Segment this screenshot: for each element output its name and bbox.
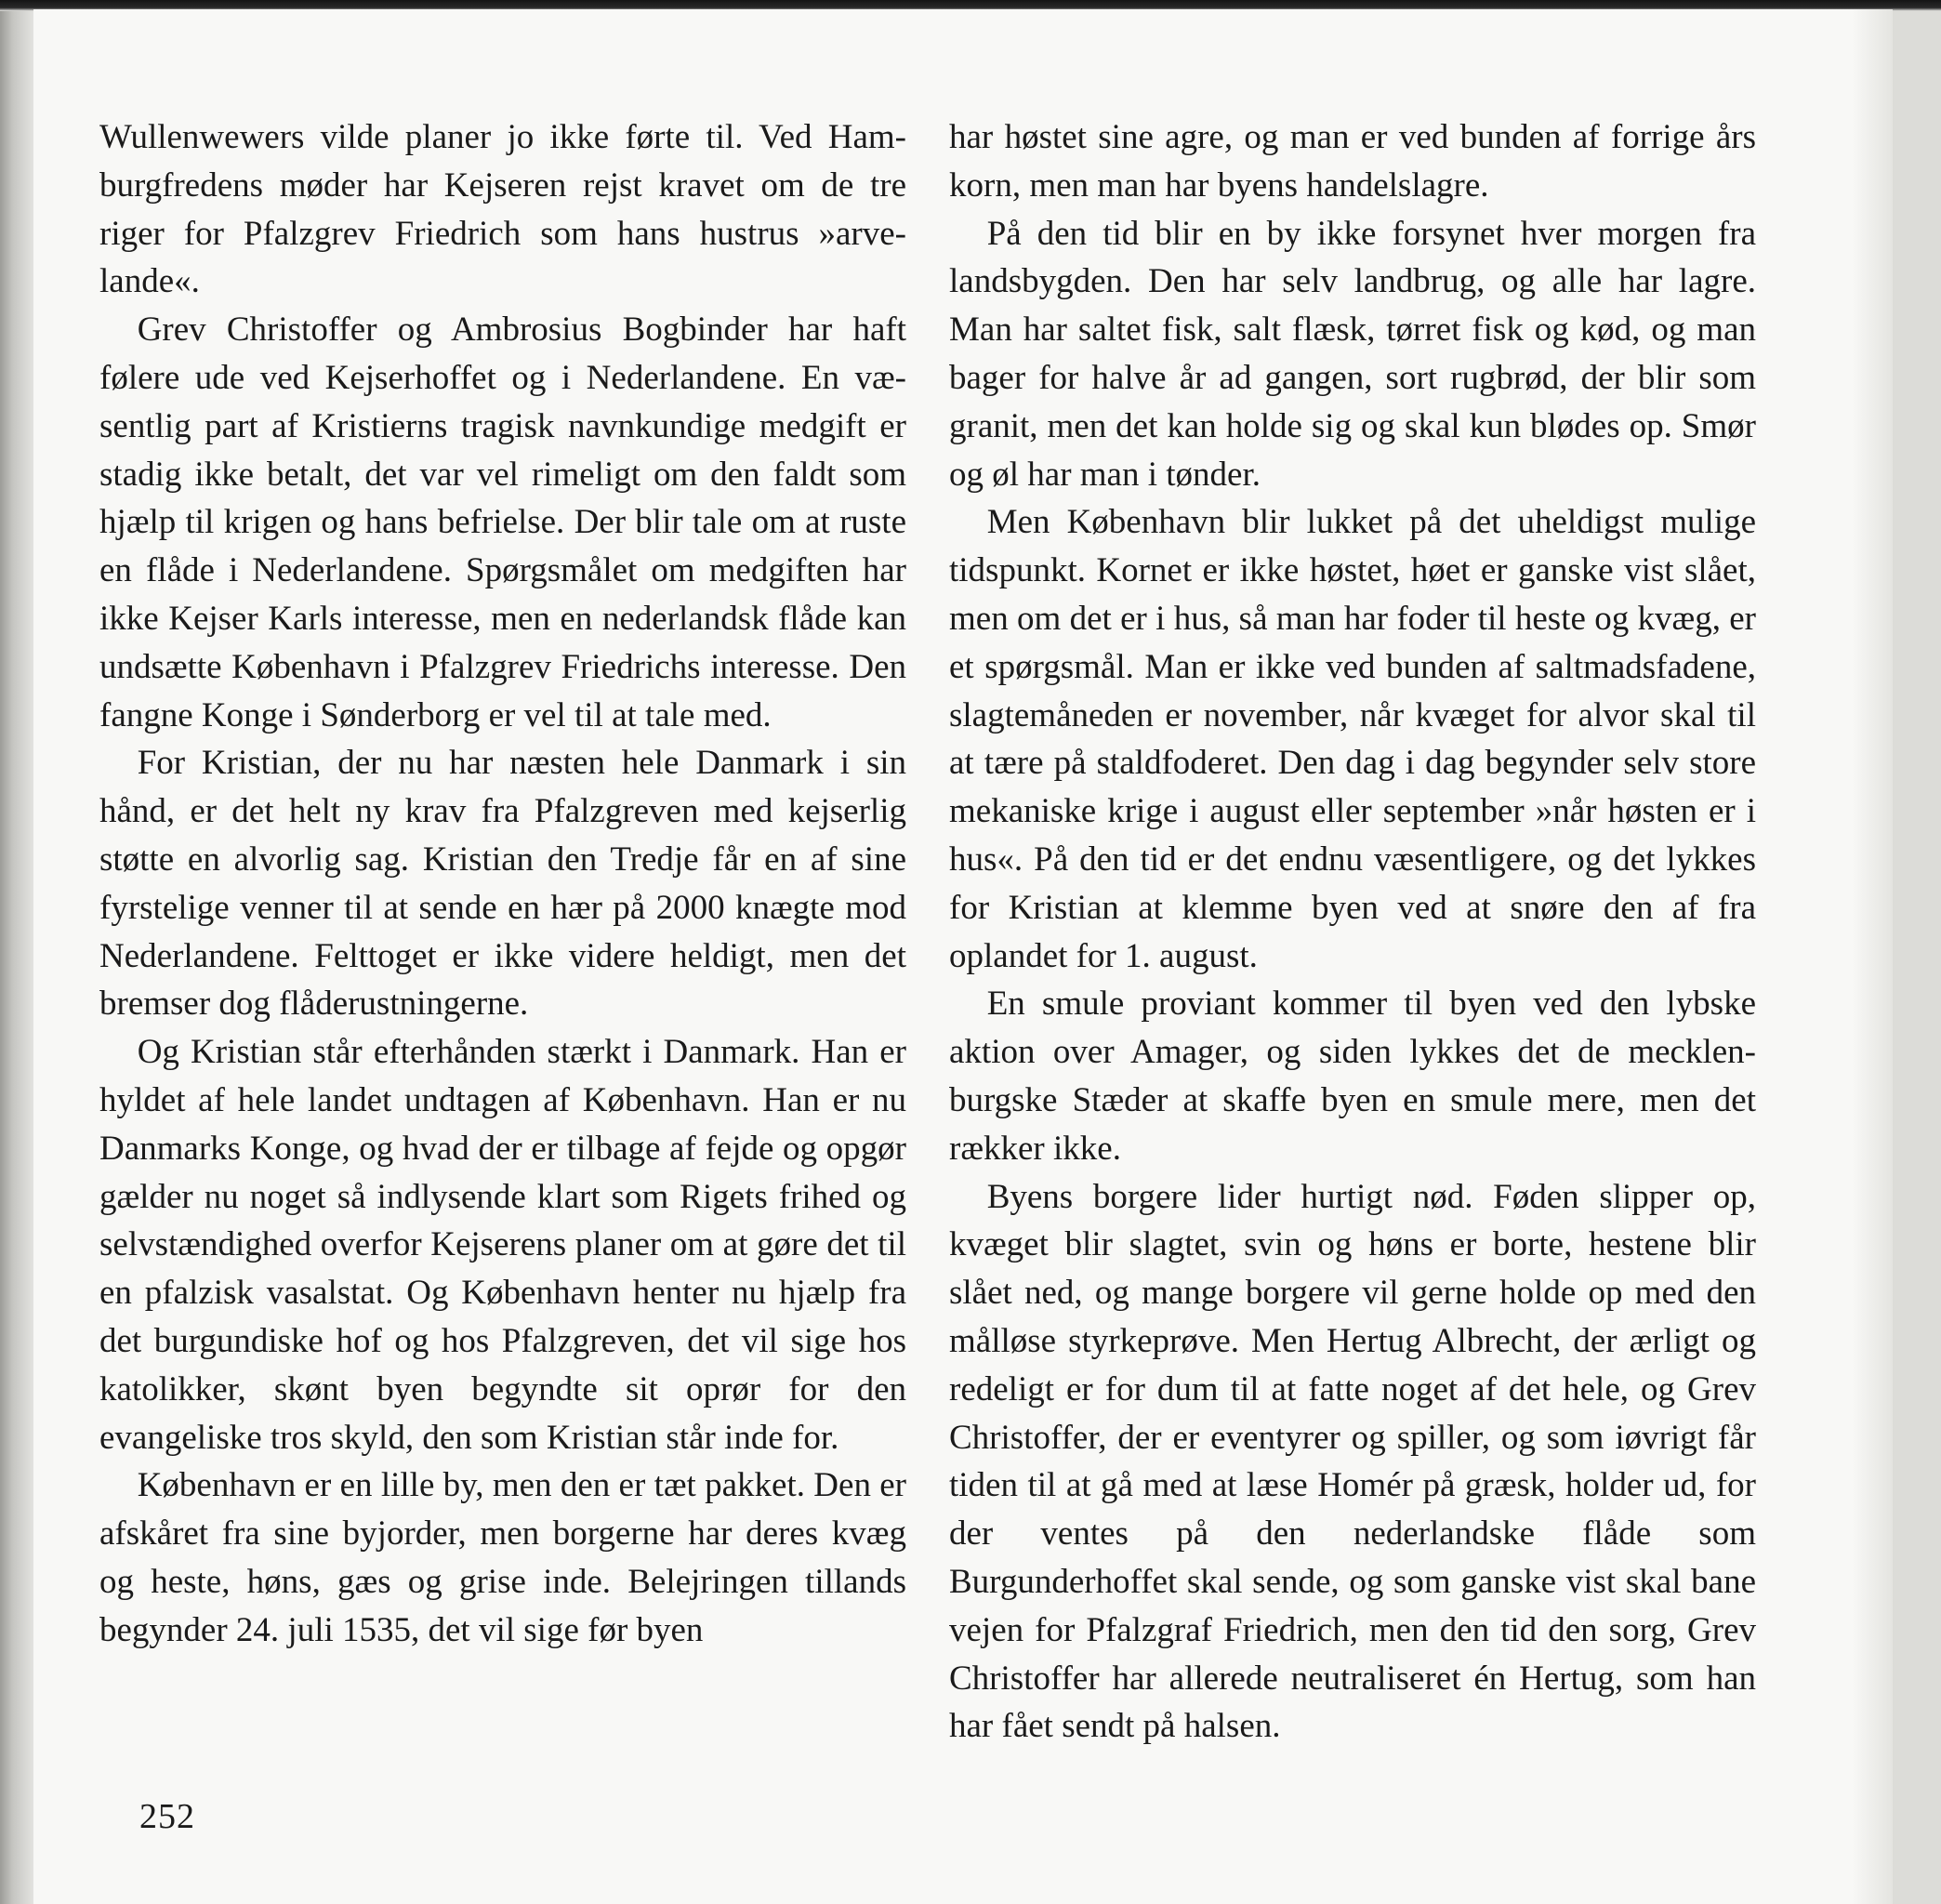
right-text-column [949, 113, 1756, 1751]
page-number: 252 [139, 1797, 195, 1836]
paragraph: På den tid blir en by ikke forsynet hver morgen fra landsbygden. Den har selv landbrug, og alle har lagre. Man har saltet fisk, salt flæsk, tørret fisk og kød, og man bager for halve år ad gangen, sort rugbrød, der blir som granit, men det kan holde sig og skal kun blødes op. Smør og øl har man i tønder. [949, 214, 1756, 494]
paragraph: Grev Christoffer og Ambrosius Bogbinder har haft følere ude ved Kejserhoffet og i Nederlandene. En væsentlig part af Kristierns tragisk navnkundige medgift er stadig ikke betalt, det var vel rimeligt om den faldt som hjælp til krigen og hans befrielse. Der blir tale om at ruste en flåde i Nederlandene. Spørgsmålet om medgiften har ikke Kejser Karls interesse, men en nederlandsk flåde kan undsætte København i Pfalzgrev Friedrichs interesse. Den fangne Konge i Sønderborg er vel til at tale med. [99, 311, 906, 734]
page-edge-shading [1852, 9, 1893, 1904]
paragraph: Og Kristian står efterhånden stærkt i Danmark. Han er hyldet af hele landet undtagen af København. Han er nu Danmarks Konge, og hvad der er tilbage af fejde og opgør gælder nu noget så indlysende klart som Rigets frihed og selvstændighed overfor Kejserens planer om at gøre det til en pfalzisk vasalstat. Og København henter nu hjælp fra det burgundiske hof og hos Pfalzgreven, det vil sige hos katolikker, skønt byen begyndte sit oprør for den evangeliske tros skyld, den som Kristian står inde for. [99, 1033, 906, 1457]
book-gutter-shadow [0, 11, 37, 1904]
paragraph: For Kristian, der nu har næsten hele Danmark i sin hånd, er det helt ny krav fra Pfalzgreven med kejserlig støtte en alvorlig sag. Kristian den Tredje får en af sine fyrstelige venner til at sende en hær på 2000 knægte mod Nederlandene. Felttoget er ikke videre heldigt, men det bremser dog flåderustningerne. [99, 744, 906, 1024]
paragraph: København er en lille by, men den er tæt pakket. Den er afskåret fra sine byjorder, men borgerne har deres kvæg og heste, høns, gæs og grise inde. Belejringen tillands begynder 24. juli 1535, det vil sige før byen [99, 1466, 906, 1649]
left-text-column [99, 113, 906, 1655]
paragraph: Byens borgere lider hurtigt nød. Føden slipper op, kvæget blir slagtet, svin og høns er borte, hestene blir slået ned, og mange borgere vil gerne holde op med den målløse styrkeprøve. Men Hertug Albrecht, der ærligt og redeligt er for dum til at fatte noget af det hele, og Grev Christoffer, der er eventyrer og spiller, og som iøvrigt får tiden til at gå med at læse Homér på græsk, holder ud, for der ventes på den nederlandske flåde som Burgunderhoffet skal sende, og som ganske vist skal bane vejen for Pfalzgraf Friedrich, men den tid den sorg, Grev Christoffer har allerede neutraliseret én Hertug, som han har fået sendt på halsen. [949, 1177, 1756, 1746]
paragraph: Men København blir lukket på det uheldigst mulige tidspunkt. Kornet er ikke høstet, høet er ganske vist slået, men om det er i hus, så man har foder til heste og kvæg, er et spørgsmål. Man er ikke ved bunden af saltmadsfadene, slagtemåneden er november, når kvæget for alvor skal til at tære på staldfoderet. Den dag i dag begynder selv store mekaniske krige i august eller september »når høsten er i hus«. På den tid er det endnu væsentligere, og det lykkes for Kristian at klemme byen ved at snøre den af fra oplandet for 1. august. [949, 503, 1756, 975]
paragraph: har høstet sine agre, og man er ved bunden af forrige års korn, men man har byens handelslagre. [949, 118, 1756, 205]
paragraph: En smule proviant kommer til byen ved den lybske aktion over Amager, og siden lykkes det de mecklenburgske Stæder at skaffe byen en smule mere, men det rækker ikke. [949, 985, 1756, 1168]
paragraph: Wullenwewers vilde planer jo ikke førte til. Ved Hamburgfredens møder har Kejseren rejst kravet om de tre riger for Pfalzgrev Friedrich som hans hustrus »arvelande«. [99, 118, 906, 301]
